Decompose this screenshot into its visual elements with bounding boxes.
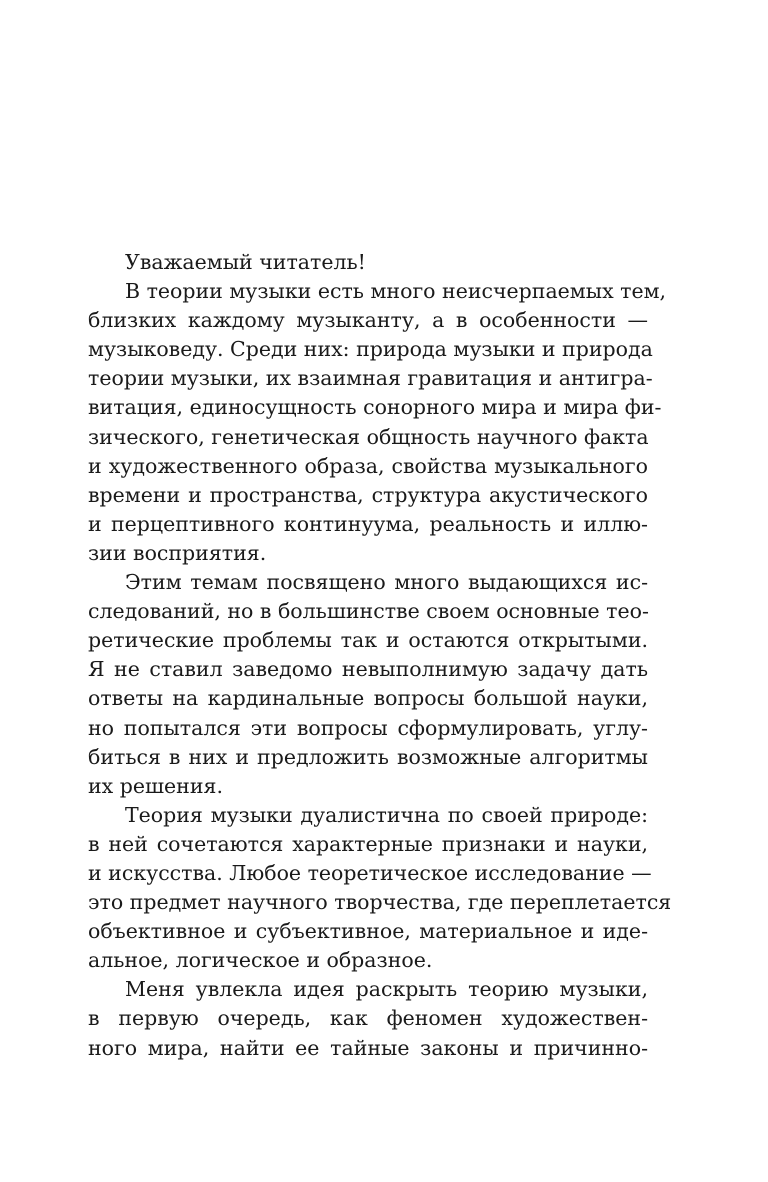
text-line: объективное и субъективное, материальное и иде-	[88, 919, 648, 944]
text-line: музыковеду. Среди них: природа музыки и природа	[88, 337, 653, 362]
body-text	[88, 248, 672, 1063]
text-line: времени и пространства, структура акустического	[88, 482, 648, 507]
text-line: Теория музыки дуалистична по своей природе:	[125, 802, 648, 827]
text-line: близких каждому музыканту, а в особенности —	[88, 308, 648, 333]
text-line: ретические проблемы так и остаются открытыми.	[88, 628, 648, 653]
text-line: это предмет научного творчества, где переплетается	[88, 890, 672, 915]
paragraph	[88, 568, 648, 801]
paragraph	[88, 801, 672, 976]
text-line: зического, генетическая общность научного факта	[88, 424, 649, 449]
text-line: теории музыки, их взаимная гравитация и антигра-	[88, 366, 653, 391]
paragraph	[88, 277, 667, 568]
text-line: их решения.	[88, 773, 223, 798]
text-line: ответы на кардинальные вопросы большой науки,	[88, 686, 648, 711]
text-line: витация, единосущность сонорного мира и мира фи-	[88, 395, 662, 420]
text-line: альное, логическое и образное.	[88, 948, 433, 973]
text-line: Уважаемый читатель!	[125, 250, 366, 274]
paragraph	[88, 975, 648, 1062]
text-line: и художественного образа, свойства музыкального	[88, 453, 648, 478]
text-line: в ней сочетаются характерные признаки и науки,	[88, 831, 648, 856]
text-line: Я не ставил заведомо невыполнимую задачу дать	[88, 657, 648, 682]
text-line: Этим темам посвящено много выдающихся ис-	[125, 570, 648, 595]
salutation	[88, 248, 648, 277]
text-line: и перцептивного континуума, реальность и иллю-	[88, 511, 648, 536]
text-line: В теории музыки есть много неисчерпаемых тем,	[125, 279, 667, 304]
text-line: следований, но в большинстве своем основные тео-	[88, 599, 649, 624]
text-line: Меня увлекла идея раскрыть теорию музыки,	[125, 977, 648, 1002]
text-line: в первую очередь, как феномен художествен-	[88, 1006, 648, 1031]
text-line: и искусства. Любое теоретическое исследование —	[88, 860, 652, 885]
text-line: биться в них и предложить возможные алгоритмы	[88, 744, 648, 769]
text-line: но попытался эти вопросы сформулировать, углу-	[88, 715, 648, 740]
text-line: зии восприятия.	[88, 540, 267, 565]
text-line: ного мира, найти ее тайные законы и причинно-	[88, 1035, 648, 1060]
